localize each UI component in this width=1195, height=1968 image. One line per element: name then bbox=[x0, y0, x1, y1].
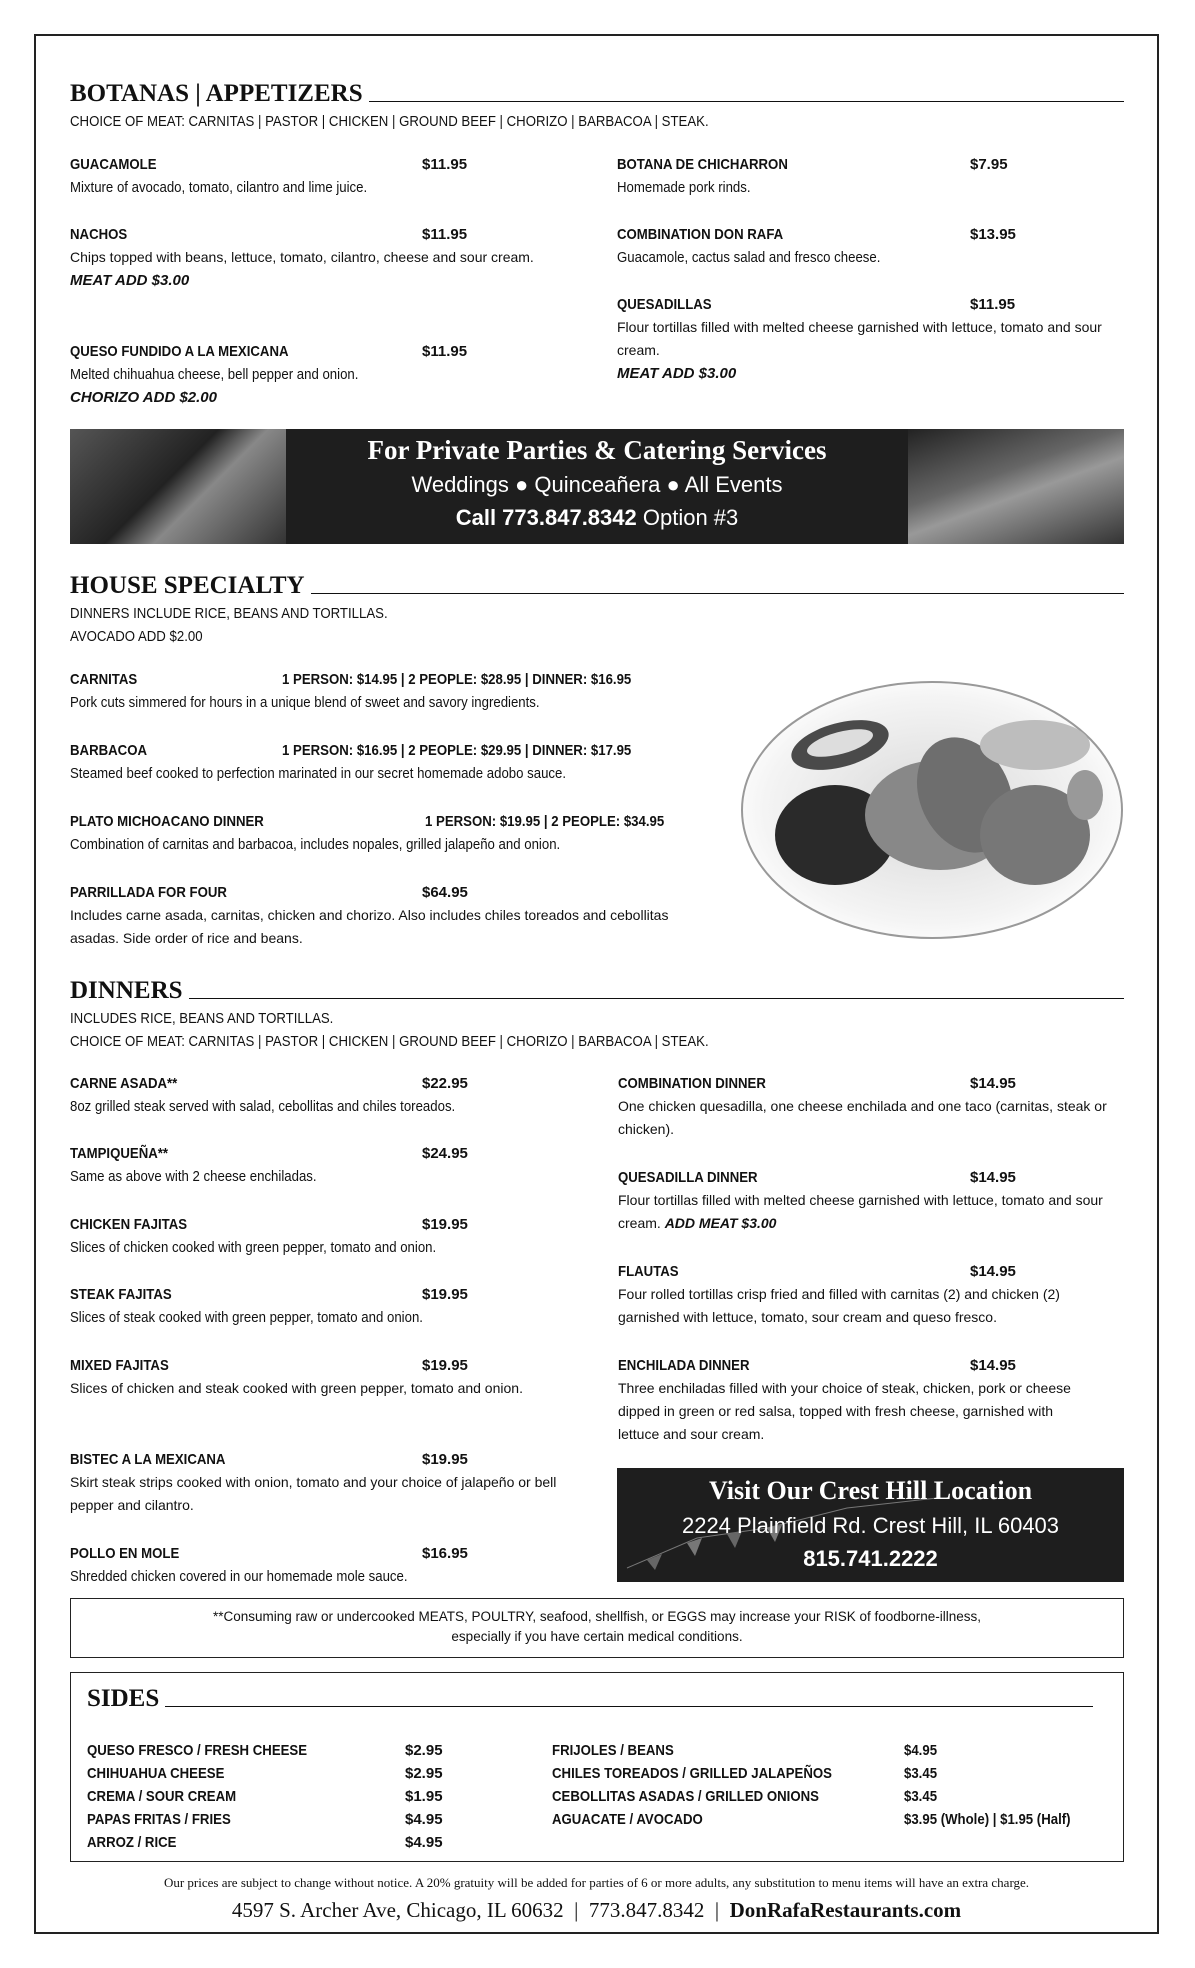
crest-hill-banner bbox=[617, 1468, 1124, 1582]
menu-item-chicken-fajitas bbox=[70, 1213, 590, 1259]
item-price: 1 PERSON: $16.95 | 2 PEOPLE: $29.95 | DINNER: $17.95 bbox=[282, 742, 632, 759]
side-price: $2.95 bbox=[405, 1742, 443, 1759]
item-desc: Combination of carnitas and barbacoa, includes nopales, grilled jalapeño and onion. bbox=[70, 836, 561, 853]
pricing-disclaimer: Our prices are subject to change without notice. A 20% gratuity will be added for parties of 6 or more adults, any substitution to menu items will have an extra charge. bbox=[163, 1875, 1030, 1890]
side-price bbox=[904, 1808, 1093, 1831]
appetizers-meat-choice bbox=[70, 110, 796, 133]
menu-item-tampiquena bbox=[70, 1142, 590, 1188]
item-price: $64.95 bbox=[422, 884, 468, 901]
dinners-title: DINNERS bbox=[70, 977, 183, 1004]
item-desc: Four rolled tortillas crisp fried and filled with carnitas (2) and chicken (2) garnished with lettuce, tomato, sour cream and queso fresco. bbox=[618, 1286, 1060, 1325]
side-name: ARROZ / RICE bbox=[87, 1834, 177, 1851]
side-item bbox=[87, 1808, 250, 1831]
notice-line-1: **Consuming raw or undercooked MEATS, POULTRY, seafood, shellfish, or EGGS may increase your RISK of foodborne-illness, bbox=[212, 1609, 982, 1624]
side-name: QUESO FRESCO / FRESH CHEESE bbox=[87, 1742, 308, 1759]
menu-item-steak-fajitas bbox=[70, 1283, 590, 1329]
separator: | bbox=[714, 1898, 720, 1922]
separator: | bbox=[574, 1898, 579, 1922]
heading-rule bbox=[369, 101, 1124, 102]
item-name: TAMPIQUEÑA** bbox=[70, 1145, 169, 1162]
item-name: COMBINATION DINNER bbox=[618, 1075, 766, 1092]
item-desc: One chicken quesadilla, one cheese enchilada and one taco (carnitas, steak or chicken). bbox=[618, 1098, 1107, 1137]
side-name: CHILES TOREADOS / GRILLED JALAPEÑOS bbox=[552, 1765, 832, 1782]
appetizers-title: BOTANAS | APPETIZERS bbox=[70, 80, 363, 107]
item-extra: ADD MEAT $3.00 bbox=[664, 1215, 777, 1231]
side-price-text: $3.95 (Whole) | $1.95 (Half) bbox=[904, 1811, 1071, 1828]
food-safety-notice bbox=[70, 1598, 1124, 1658]
item-price: $14.95 bbox=[970, 1263, 1016, 1280]
catering-phone: Call 773.847.8342 bbox=[455, 505, 637, 530]
item-price: $11.95 bbox=[422, 343, 468, 360]
item-price: $11.95 bbox=[970, 296, 1016, 313]
side-item bbox=[552, 1762, 870, 1785]
side-name: CEBOLLITAS ASADAS / GRILLED ONIONS bbox=[552, 1788, 819, 1805]
menu-item-nachos bbox=[70, 223, 570, 292]
item-desc: Flour tortillas filled with melted cheese garnished with lettuce, tomato and sour cream. bbox=[617, 319, 1102, 358]
item-name: GUACAMOLE bbox=[70, 156, 157, 173]
item-price: $13.95 bbox=[970, 226, 1016, 243]
menu-item-pollo-en-mole bbox=[70, 1542, 590, 1588]
restaurant-address: 4597 S. Archer Ave, Chicago, IL 60632 bbox=[231, 1898, 564, 1922]
item-name: CARNITAS bbox=[70, 671, 138, 688]
item-price: $19.95 bbox=[422, 1451, 468, 1468]
item-desc: Slices of steak cooked with green pepper, tomato and onion. bbox=[70, 1309, 423, 1326]
sides-title: SIDES bbox=[87, 1685, 160, 1712]
side-price: $2.95 bbox=[405, 1765, 443, 1782]
item-name: PARRILLADA FOR FOUR bbox=[70, 884, 227, 901]
side-price: $4.95 bbox=[405, 1811, 443, 1828]
item-desc: Mixture of avocado, tomato, cilantro and lime juice. bbox=[70, 179, 368, 196]
item-price: $14.95 bbox=[970, 1169, 1016, 1186]
item-price: 1 PERSON: $14.95 | 2 PEOPLE: $28.95 | DINNER: $16.95 bbox=[282, 671, 632, 688]
sides-section bbox=[70, 1672, 1124, 1862]
catering-banner bbox=[70, 429, 1124, 544]
side-item bbox=[87, 1785, 256, 1808]
catering-event-photo bbox=[908, 429, 1124, 544]
item-desc: Flour tortillas filled with melted cheese garnished with lettuce, tomato and sour cream. bbox=[618, 1192, 1103, 1231]
item-desc: Slices of chicken cooked with green pepper, tomato and onion. bbox=[70, 1239, 437, 1256]
side-price: $4.95 bbox=[405, 1834, 443, 1851]
sides-heading bbox=[87, 1685, 1093, 1713]
menu-item-combination-dinner bbox=[618, 1072, 1124, 1141]
menu-item-barbacoa bbox=[70, 739, 730, 785]
item-name: BISTEC A LA MEXICANA bbox=[70, 1451, 226, 1468]
item-name: QUESO FUNDIDO A LA MEXICANA bbox=[70, 343, 289, 360]
menu-item-quesadilla-dinner bbox=[618, 1166, 1124, 1235]
item-name: QUESADILLAS bbox=[617, 296, 712, 313]
side-name: FRIJOLES / BEANS bbox=[552, 1742, 674, 1759]
catering-title: For Private Parties & Catering Services bbox=[367, 435, 827, 465]
dinners-note-2: CHOICE OF MEAT: CARNITAS | PASTOR | CHICKEN | GROUND BEEF | CHORIZO | BARBACOA | STEAK. bbox=[70, 1033, 709, 1050]
item-desc: Three enchiladas filled with your choice of steak, chicken, pork or cheese dipped in green or red salsa, topped with fresh cheese, garnished with lettuce and sour cream. bbox=[618, 1380, 1071, 1442]
item-desc: Pork cuts simmered for hours in a unique blend of sweet and savory ingredients. bbox=[70, 694, 540, 711]
item-desc: Same as above with 2 cheese enchiladas. bbox=[70, 1168, 317, 1185]
item-name: STEAK FAJITAS bbox=[70, 1286, 172, 1303]
side-name: AGUACATE / AVOCADO bbox=[552, 1811, 703, 1828]
heading-rule bbox=[189, 998, 1124, 999]
side-price-text: $3.45 bbox=[904, 1765, 938, 1782]
menu-item-carne-asada bbox=[70, 1072, 590, 1118]
item-price: $11.95 bbox=[422, 226, 468, 243]
item-desc: Shredded chicken covered in our homemade mole sauce. bbox=[70, 1568, 408, 1585]
item-desc: Slices of chicken and steak cooked with green pepper, tomato and onion. bbox=[70, 1380, 523, 1396]
item-name: ENCHILADA DINNER bbox=[618, 1357, 750, 1374]
restaurant-website[interactable]: DonRafaRestaurants.com bbox=[729, 1898, 962, 1922]
side-name: CREMA / SOUR CREAM bbox=[87, 1788, 237, 1805]
item-name: NACHOS bbox=[70, 226, 128, 243]
menu-item-carnitas bbox=[70, 668, 730, 714]
item-price: $11.95 bbox=[422, 156, 468, 173]
side-price: $1.95 bbox=[405, 1788, 443, 1805]
crest-hill-address: 2224 Plainfield Rd. Crest Hill, IL 60403 bbox=[681, 1513, 1060, 1538]
item-price: $19.95 bbox=[422, 1357, 468, 1374]
menu-item-guacamole bbox=[70, 153, 570, 199]
item-name: BOTANA DE CHICHARRON bbox=[617, 156, 788, 173]
house-note-2: AVOCADO ADD $2.00 bbox=[70, 628, 203, 645]
item-extra: CHORIZO ADD $2.00 bbox=[70, 389, 217, 406]
item-name: FLAUTAS bbox=[618, 1263, 679, 1280]
notice-line-2: especially if you have certain medical conditions. bbox=[451, 1629, 743, 1644]
item-desc: Chips topped with beans, lettuce, tomato, cilantro, cheese and sour cream. bbox=[70, 249, 534, 265]
item-desc: Guacamole, cactus salad and fresco cheese. bbox=[617, 249, 881, 266]
item-name: CARNE ASADA** bbox=[70, 1075, 178, 1092]
heading-rule bbox=[311, 593, 1124, 594]
menu-item-flautas bbox=[618, 1260, 1124, 1329]
side-name: PAPAS FRITAS / FRIES bbox=[87, 1811, 231, 1828]
menu-item-bistec bbox=[70, 1448, 590, 1517]
catering-option: Option #3 bbox=[642, 505, 739, 530]
side-price bbox=[904, 1739, 942, 1762]
restaurant-phone: 773.847.8342 bbox=[588, 1898, 705, 1922]
item-name: MIXED FAJITAS bbox=[70, 1357, 169, 1374]
menu-item-enchilada-dinner bbox=[618, 1354, 1098, 1446]
item-desc: Melted chihuahua cheese, bell pepper and onion. bbox=[70, 366, 359, 383]
side-item bbox=[552, 1739, 690, 1762]
side-item bbox=[552, 1785, 855, 1808]
item-name: COMBINATION DON RAFA bbox=[617, 226, 784, 243]
catering-events: Weddings ● Quinceañera ● All Events bbox=[411, 472, 783, 497]
item-name: BARBACOA bbox=[70, 742, 147, 759]
item-desc: 8oz grilled steak served with salad, cebollitas and chiles toreados. bbox=[70, 1098, 456, 1115]
food-plate-photo bbox=[735, 675, 1130, 945]
catering-call bbox=[286, 505, 908, 531]
menu-item-parrillada bbox=[70, 881, 710, 950]
side-item bbox=[87, 1762, 243, 1785]
item-price: 1 PERSON: $19.95 | 2 PEOPLE: $34.95 bbox=[425, 813, 665, 830]
dinners-note bbox=[70, 1007, 796, 1053]
item-price: $14.95 bbox=[970, 1075, 1016, 1092]
menu-item-botana-chicharron bbox=[617, 153, 1117, 199]
side-price bbox=[904, 1785, 942, 1808]
house-title: HOUSE SPECIALTY bbox=[70, 572, 305, 599]
side-name: CHIHUAHUA CHEESE bbox=[87, 1765, 225, 1782]
item-price: $19.95 bbox=[422, 1286, 468, 1303]
item-price: $14.95 bbox=[970, 1357, 1016, 1374]
item-name: POLLO EN MOLE bbox=[70, 1545, 180, 1562]
dinners-heading bbox=[70, 977, 1124, 1005]
item-name: CHICKEN FAJITAS bbox=[70, 1216, 188, 1233]
restaurant-contact bbox=[34, 1898, 1159, 1923]
appetizers-heading bbox=[70, 80, 1124, 108]
menu-item-mixed-fajitas bbox=[70, 1354, 590, 1400]
meat-choice-text: CHOICE OF MEAT: CARNITAS | PASTOR | CHICKEN | GROUND BEEF | CHORIZO | BARBACOA | STEAK. bbox=[70, 113, 709, 130]
menu-item-plato-michoacano bbox=[70, 810, 730, 856]
item-name: PLATO MICHOACANO DINNER bbox=[70, 813, 264, 830]
menu-item-quesadillas bbox=[617, 293, 1117, 385]
crest-hill-title: Visit Our Crest Hill Location bbox=[708, 1476, 1033, 1505]
menu-item-combination-don-rafa bbox=[617, 223, 1117, 269]
house-note-1: DINNERS INCLUDE RICE, BEANS AND TORTILLAS. bbox=[70, 605, 388, 622]
item-desc: Homemade pork rinds. bbox=[617, 179, 751, 196]
item-price: $19.95 bbox=[422, 1216, 468, 1233]
item-name: QUESADILLA DINNER bbox=[618, 1169, 758, 1186]
catering-food-photo bbox=[70, 429, 286, 544]
item-extra: MEAT ADD $3.00 bbox=[70, 272, 190, 289]
side-item bbox=[87, 1831, 189, 1854]
menu-item-queso-fundido bbox=[70, 340, 570, 409]
crest-hill-phone: 815.741.2222 bbox=[803, 1546, 938, 1571]
item-desc: Skirt steak strips cooked with onion, tomato and your choice of jalapeño or bell pepper and cilantro. bbox=[70, 1474, 557, 1513]
item-desc: Steamed beef cooked to perfection marinated in our secret homemade adobo sauce. bbox=[70, 765, 567, 782]
house-note bbox=[70, 602, 431, 648]
house-specialty-heading bbox=[70, 572, 1124, 600]
item-desc: Includes carne asada, carnitas, chicken and chorizo. Also includes chiles toreados and cebollitas asadas. Side order of rice and beans. bbox=[70, 907, 669, 946]
side-price-text: $3.45 bbox=[904, 1788, 938, 1805]
side-item bbox=[552, 1808, 723, 1831]
dinners-note-1: INCLUDES RICE, BEANS AND TORTILLAS. bbox=[70, 1010, 334, 1027]
side-price bbox=[904, 1762, 942, 1785]
item-price: $24.95 bbox=[422, 1145, 468, 1162]
item-price: $7.95 bbox=[970, 156, 1008, 173]
heading-rule bbox=[165, 1706, 1093, 1707]
side-price-text: $4.95 bbox=[904, 1742, 938, 1759]
item-price: $16.95 bbox=[422, 1545, 468, 1562]
side-item bbox=[87, 1739, 337, 1762]
item-price: $22.95 bbox=[422, 1075, 468, 1092]
item-extra: MEAT ADD $3.00 bbox=[617, 365, 737, 382]
